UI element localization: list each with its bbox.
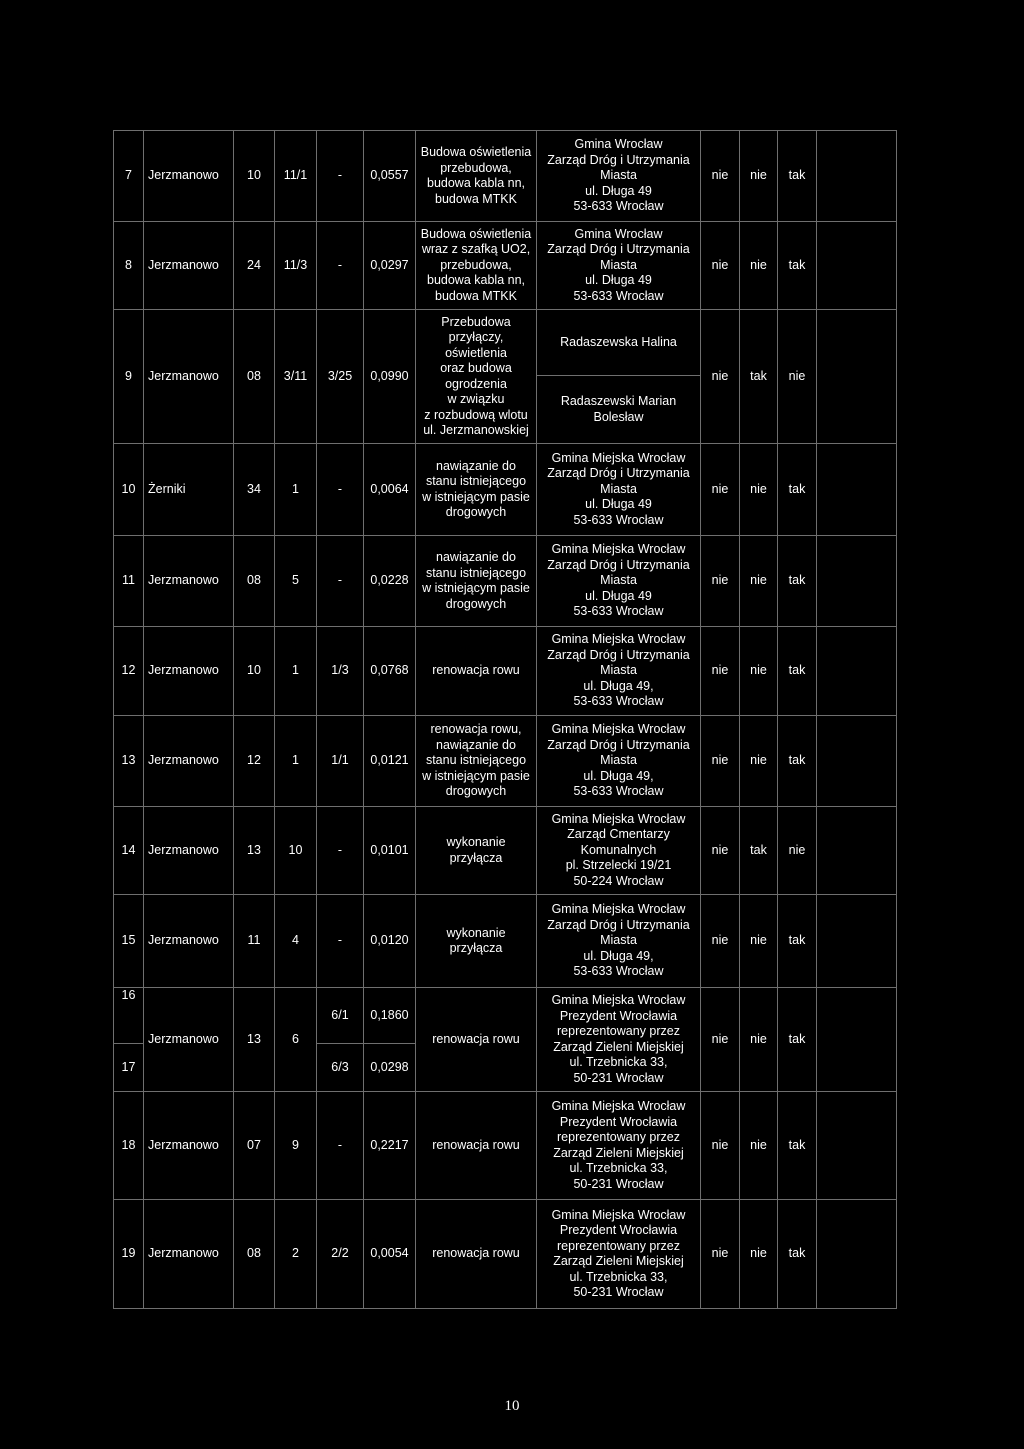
flag-a-cell: nie [701, 1092, 740, 1200]
dzialka-cell: 10 [275, 807, 317, 895]
cel-cell: renowacja rowu [416, 988, 537, 1092]
empty-cell [817, 807, 897, 895]
table-row [114, 131, 897, 222]
obreb-cell: Jerzmanowo [144, 716, 234, 807]
flag-a-cell: nie [701, 988, 740, 1092]
lp-cell: 17 [114, 1044, 144, 1092]
flag-b-cell: nie [740, 222, 778, 310]
table-row [114, 1200, 897, 1309]
arkusz-cell: 34 [234, 444, 275, 536]
flag-c-cell: nie [778, 310, 817, 444]
wlasciciel-cell: Gmina Miejska Wrocław Prezydent Wrocławia reprezentowany przez Zarząd Zieleni Miejskiej ul. Trzebnicka 33, 50-231 Wrocław [537, 1200, 701, 1309]
cel-cell: renowacja rowu [416, 1200, 537, 1309]
flag-b-cell: nie [740, 536, 778, 627]
lp-cell: 16 [114, 988, 144, 1044]
obreb-cell: Żerniki [144, 444, 234, 536]
cel-cell: wykonanie przyłącza [416, 895, 537, 988]
empty-cell [817, 131, 897, 222]
lp-cell: 13 [114, 716, 144, 807]
wlasciciel-cell-2: Radaszewski Marian Bolesław [537, 376, 701, 444]
empty-cell [817, 536, 897, 627]
lp-cell: 9 [114, 310, 144, 444]
table-row [114, 536, 897, 627]
dzialka-nowa-cell: - [317, 444, 364, 536]
flag-a-cell: nie [701, 807, 740, 895]
flag-b-cell: nie [740, 131, 778, 222]
empty-cell [817, 444, 897, 536]
lp-cell: 18 [114, 1092, 144, 1200]
powierzchnia-cell: 0,0297 [364, 222, 416, 310]
wlasciciel-cell: Gmina Wrocław Zarząd Dróg i Utrzymania Miasta ul. Długa 49 53-633 Wrocław [537, 131, 701, 222]
dzialka-nowa-cell: - [317, 131, 364, 222]
obreb-cell: Jerzmanowo [144, 310, 234, 444]
lp-cell: 19 [114, 1200, 144, 1309]
arkusz-cell: 11 [234, 895, 275, 988]
wlasciciel-cell: Gmina Miejska Wrocław Zarząd Dróg i Utrzymania Miasta ul. Długa 49 53-633 Wrocław [537, 536, 701, 627]
parcel-table [113, 130, 897, 1309]
flag-a-cell: nie [701, 222, 740, 310]
lp-cell: 14 [114, 807, 144, 895]
flag-c-cell: tak [778, 1200, 817, 1309]
arkusz-cell: 08 [234, 1200, 275, 1309]
page-number: 10 [504, 1398, 520, 1414]
flag-a-cell: nie [701, 536, 740, 627]
table-row [114, 716, 897, 807]
lp-cell: 8 [114, 222, 144, 310]
dzialka-nowa-cell: 6/3 [317, 1044, 364, 1092]
powierzchnia-cell: 0,0768 [364, 627, 416, 716]
dzialka-cell: 1 [275, 444, 317, 536]
dzialka-nowa-cell: - [317, 222, 364, 310]
wlasciciel-cell: Gmina Miejska Wrocław Prezydent Wrocławia reprezentowany przez Zarząd Zieleni Miejskiej ul. Trzebnicka 33, 50-231 Wrocław [537, 988, 701, 1092]
dzialka-nowa-cell: 1/1 [317, 716, 364, 807]
powierzchnia-cell: 0,0064 [364, 444, 416, 536]
wlasciciel-cell: Gmina Wrocław Zarząd Dróg i Utrzymania Miasta ul. Długa 49 53-633 Wrocław [537, 222, 701, 310]
flag-c-cell: tak [778, 895, 817, 988]
wlasciciel-cell-1: Radaszewska Halina [537, 310, 701, 376]
flag-a-cell: nie [701, 131, 740, 222]
obreb-cell: Jerzmanowo [144, 895, 234, 988]
powierzchnia-cell: 0,0228 [364, 536, 416, 627]
flag-c-cell: tak [778, 627, 817, 716]
obreb-cell: Jerzmanowo [144, 627, 234, 716]
dzialka-nowa-cell: - [317, 536, 364, 627]
dzialka-cell: 9 [275, 1092, 317, 1200]
flag-b-cell: nie [740, 627, 778, 716]
lp-cell: 11 [114, 536, 144, 627]
flag-b-cell: nie [740, 1200, 778, 1309]
powierzchnia-cell: 0,0298 [364, 1044, 416, 1092]
empty-cell [817, 895, 897, 988]
dzialka-cell: 5 [275, 536, 317, 627]
flag-b-cell: nie [740, 988, 778, 1092]
dzialka-cell: 6 [275, 988, 317, 1092]
arkusz-cell: 13 [234, 988, 275, 1092]
lp-cell: 10 [114, 444, 144, 536]
dzialka-cell: 1 [275, 627, 317, 716]
lp-cell: 12 [114, 627, 144, 716]
cel-cell: renowacja rowu [416, 627, 537, 716]
flag-c-cell: tak [778, 1092, 817, 1200]
obreb-cell: Jerzmanowo [144, 536, 234, 627]
flag-b-cell: nie [740, 444, 778, 536]
powierzchnia-cell: 0,0101 [364, 807, 416, 895]
flag-a-cell: nie [701, 1200, 740, 1309]
obreb-cell: Jerzmanowo [144, 131, 234, 222]
dzialka-cell: 2 [275, 1200, 317, 1309]
wlasciciel-cell: Gmina Miejska Wrocław Zarząd Dróg i Utrzymania Miasta ul. Długa 49, 53-633 Wrocław [537, 716, 701, 807]
obreb-cell: Jerzmanowo [144, 807, 234, 895]
flag-b-cell: tak [740, 310, 778, 444]
wlasciciel-cell: Gmina Miejska Wrocław Zarząd Dróg i Utrzymania Miasta ul. Długa 49, 53-633 Wrocław [537, 627, 701, 716]
flag-c-cell: tak [778, 444, 817, 536]
flag-a-cell: nie [701, 895, 740, 988]
table-row [114, 222, 897, 310]
flag-a-cell: nie [701, 444, 740, 536]
flag-a-cell: nie [701, 716, 740, 807]
flag-b-cell: nie [740, 895, 778, 988]
obreb-cell: Jerzmanowo [144, 1200, 234, 1309]
flag-c-cell: tak [778, 988, 817, 1092]
dzialka-nowa-cell: 1/3 [317, 627, 364, 716]
cel-cell: Budowa oświetlenia wraz z szafką UO2, przebudowa, budowa kabla nn, budowa MTKK [416, 222, 537, 310]
table-row [114, 895, 897, 988]
table-row [114, 627, 897, 716]
arkusz-cell: 08 [234, 536, 275, 627]
cel-cell: wykonanie przyłącza [416, 807, 537, 895]
lp-cell: 7 [114, 131, 144, 222]
dzialka-cell: 3/11 [275, 310, 317, 444]
wlasciciel-cell: Gmina Miejska Wrocław Prezydent Wrocławia reprezentowany przez Zarząd Zieleni Miejskiej ul. Trzebnicka 33, 50-231 Wrocław [537, 1092, 701, 1200]
obreb-cell: Jerzmanowo [144, 222, 234, 310]
dzialka-cell: 1 [275, 716, 317, 807]
dzialka-cell: 11/3 [275, 222, 317, 310]
flag-c-cell: nie [778, 807, 817, 895]
lp-cell: 15 [114, 895, 144, 988]
arkusz-cell: 13 [234, 807, 275, 895]
arkusz-cell: 08 [234, 310, 275, 444]
table-row [114, 988, 897, 1044]
flag-b-cell: nie [740, 1092, 778, 1200]
cel-cell: Budowa oświetlenia przebudowa, budowa kabla nn, budowa MTKK [416, 131, 537, 222]
table-row [114, 310, 897, 376]
cel-cell: renowacja rowu [416, 1092, 537, 1200]
empty-cell [817, 1092, 897, 1200]
powierzchnia-cell: 0,0990 [364, 310, 416, 444]
table-row [114, 807, 897, 895]
flag-c-cell: tak [778, 131, 817, 222]
obreb-cell: Jerzmanowo [144, 988, 234, 1092]
powierzchnia-cell: 0,1860 [364, 988, 416, 1044]
dzialka-nowa-cell: - [317, 807, 364, 895]
cel-cell: renowacja rowu, nawiązanie do stanu istniejącego w istniejącym pasie drogowych [416, 716, 537, 807]
obreb-cell: Jerzmanowo [144, 1092, 234, 1200]
dzialka-nowa-cell: 6/1 [317, 988, 364, 1044]
powierzchnia-cell: 0,0557 [364, 131, 416, 222]
dzialka-cell: 4 [275, 895, 317, 988]
flag-c-cell: tak [778, 716, 817, 807]
empty-cell [817, 222, 897, 310]
empty-cell [817, 627, 897, 716]
empty-cell [817, 716, 897, 807]
wlasciciel-cell: Gmina Miejska Wrocław Zarząd Dróg i Utrzymania Miasta ul. Długa 49 53-633 Wrocław [537, 444, 701, 536]
cel-cell: nawiązanie do stanu istniejącego w istniejącym pasie drogowych [416, 444, 537, 536]
powierzchnia-cell: 0,0120 [364, 895, 416, 988]
cel-cell: nawiązanie do stanu istniejącego w istniejącym pasie drogowych [416, 536, 537, 627]
cel-cell: Przebudowa przyłączy, oświetlenia oraz budowa ogrodzenia w związku z rozbudową wlotu ul. Jerzmanowskiej [416, 310, 537, 444]
empty-cell [817, 1200, 897, 1309]
wlasciciel-cell: Gmina Miejska Wrocław Zarząd Cmentarzy Komunalnych pl. Strzelecki 19/21 50-224 Wrocław [537, 807, 701, 895]
empty-cell [817, 988, 897, 1092]
flag-b-cell: nie [740, 716, 778, 807]
dzialka-nowa-cell: - [317, 895, 364, 988]
wlasciciel-cell: Gmina Miejska Wrocław Zarząd Dróg i Utrzymania Miasta ul. Długa 49, 53-633 Wrocław [537, 895, 701, 988]
arkusz-cell: 07 [234, 1092, 275, 1200]
dzialka-nowa-cell: 2/2 [317, 1200, 364, 1309]
flag-b-cell: tak [740, 807, 778, 895]
flag-a-cell: nie [701, 627, 740, 716]
powierzchnia-cell: 0,0054 [364, 1200, 416, 1309]
flag-c-cell: tak [778, 536, 817, 627]
dzialka-nowa-cell: 3/25 [317, 310, 364, 444]
arkusz-cell: 24 [234, 222, 275, 310]
empty-cell [817, 310, 897, 444]
dzialka-nowa-cell: - [317, 1092, 364, 1200]
table-row [114, 1092, 897, 1200]
arkusz-cell: 12 [234, 716, 275, 807]
table-row [114, 444, 897, 536]
arkusz-cell: 10 [234, 627, 275, 716]
powierzchnia-cell: 0,0121 [364, 716, 416, 807]
flag-a-cell: nie [701, 310, 740, 444]
dzialka-cell: 11/1 [275, 131, 317, 222]
flag-c-cell: tak [778, 222, 817, 310]
powierzchnia-cell: 0,2217 [364, 1092, 416, 1200]
arkusz-cell: 10 [234, 131, 275, 222]
